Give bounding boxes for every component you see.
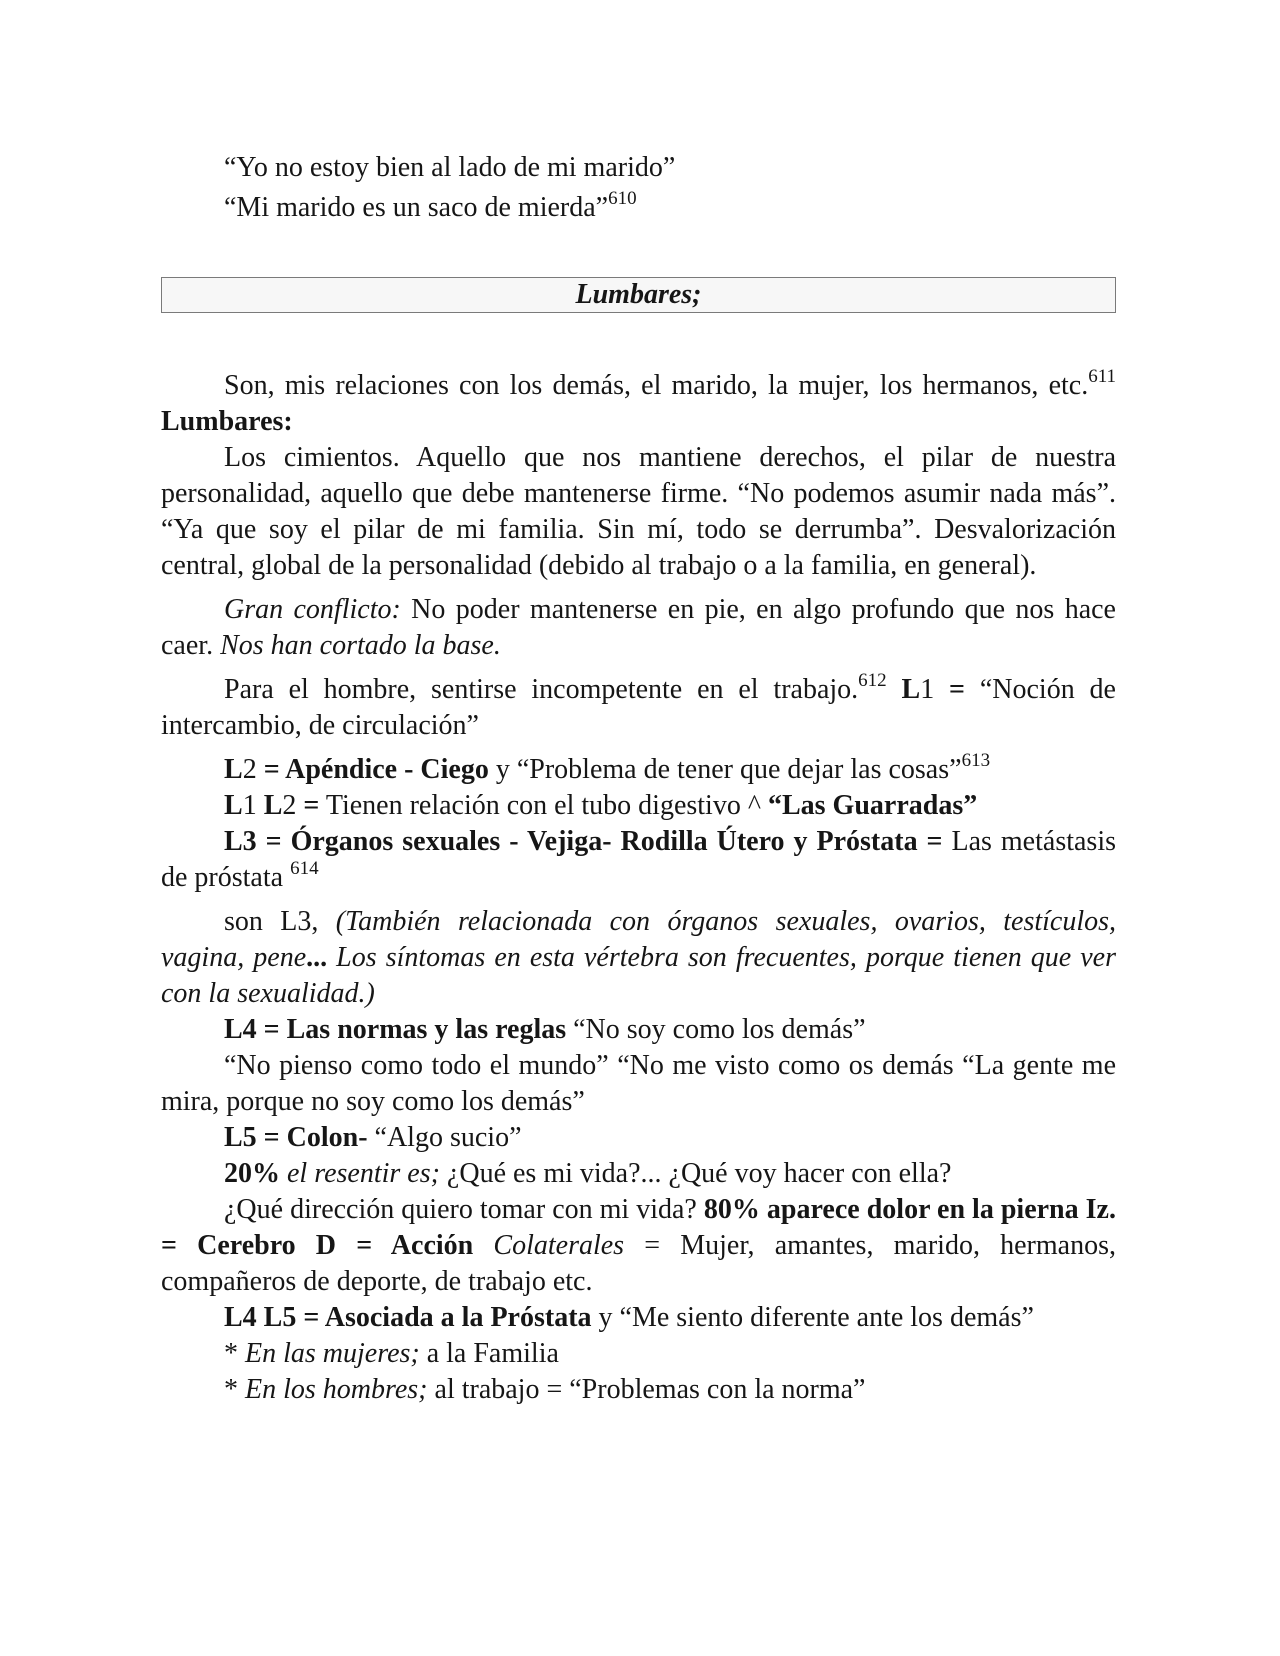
footnote-ref-610[interactable]: 610	[608, 187, 637, 209]
footnote-ref-613[interactable]: 613	[961, 749, 991, 771]
paragraph-intro: Son, mis relaciones con los demás, el marido, la mujer, los hermanos, etc.$^{611}$ Lumbares:	[161, 365, 1116, 437]
paragraph-l3-detail: son L3, (También relacionada con órganos sexuales, ovarios, testículos, vagina, pene... Los síntomas en esta vértebra son frecuentes, porque tienen que ver con la sexualidad.)	[161, 906, 1117, 1009]
footnote-ref-612[interactable]: 612	[858, 669, 887, 691]
paragraph-l4-quotes: “No pienso como todo el mundo” “No me visto como os demás “La gente me mira, porque no soy como los demás”	[161, 1050, 1116, 1117]
paragraph-20-percent: 20% el resentir es; ¿Qué es mi vida?... ¿Qué voy hacer con ella?	[224, 1158, 952, 1189]
paragraph-gran-conflicto: Gran conflicto: No poder mantenerse en pie, en algo profundo que nos hace caer. Nos han cortado la base.	[161, 594, 1116, 661]
paragraph-80-percent: ¿Qué dirección quiero tomar con mi vida? 80% aparece dolor en la pierna Iz. = Cerebro D = Acción Colaterales = Mujer, amantes, marido, hermanos, compañeros de deporte, de trabajo etc.	[161, 1194, 1116, 1297]
list-item-mujeres: * En las mujeres; a la Familia	[224, 1338, 559, 1369]
paragraph-l5: L5 = Colon- “Algo sucio”	[224, 1122, 522, 1153]
quote-line-2: “Mi marido es un saco de mierda”$^{610}$	[224, 187, 637, 223]
paragraph-l1: Para el hombre, sentirse incompetente en el trabajo.$^{612}$ L1 = “Noción de intercambio, de circulación”	[161, 669, 1116, 741]
quote-line-1: “Yo no estoy bien al lado de mi marido”	[224, 152, 676, 183]
paragraph-l2: L2 = Apéndice - Ciego y “Problema de tener que dejar las cosas”$^{613}$	[224, 749, 991, 785]
footnote-ref-611[interactable]: 611	[1088, 365, 1116, 387]
opening-quotes	[224, 148, 675, 228]
list-item-hombres: * En los hombres; al trabajo = “Problemas con la norma”	[224, 1374, 866, 1405]
paragraph-l1-l2: L1 L2 = Tienen relación con el tubo digestivo ^ “Las Guarradas”	[224, 790, 978, 821]
paragraph-l4: L4 = Las normas y las reglas “No soy como los demás”	[224, 1014, 866, 1045]
paragraph-l3: L3 = Órganos sexuales - Vejiga- Rodilla Útero y Próstata = Las metástasis de próstata $^{614}$	[161, 826, 1116, 893]
paragraph-l4-l5: L4 L5 = Asociada a la Próstata y “Me siento diferente ante los demás”	[224, 1302, 1034, 1333]
footnote-ref-614[interactable]: 614	[290, 857, 319, 879]
section-body	[161, 365, 1117, 1408]
section-heading-lumbares: Lumbares;	[161, 277, 1116, 313]
paragraph-cimientos: Los cimientos. Aquello que nos mantiene derechos, el pilar de nuestra personalidad, aquello que debe mantenerse firme. “No podemos asumir nada más”. “Ya que soy el pilar de mi familia. Sin mí, todo se derrumba”. Desvalorización central, global de la personalidad (debido al trabajo o a la familia, en general).	[161, 442, 1116, 581]
